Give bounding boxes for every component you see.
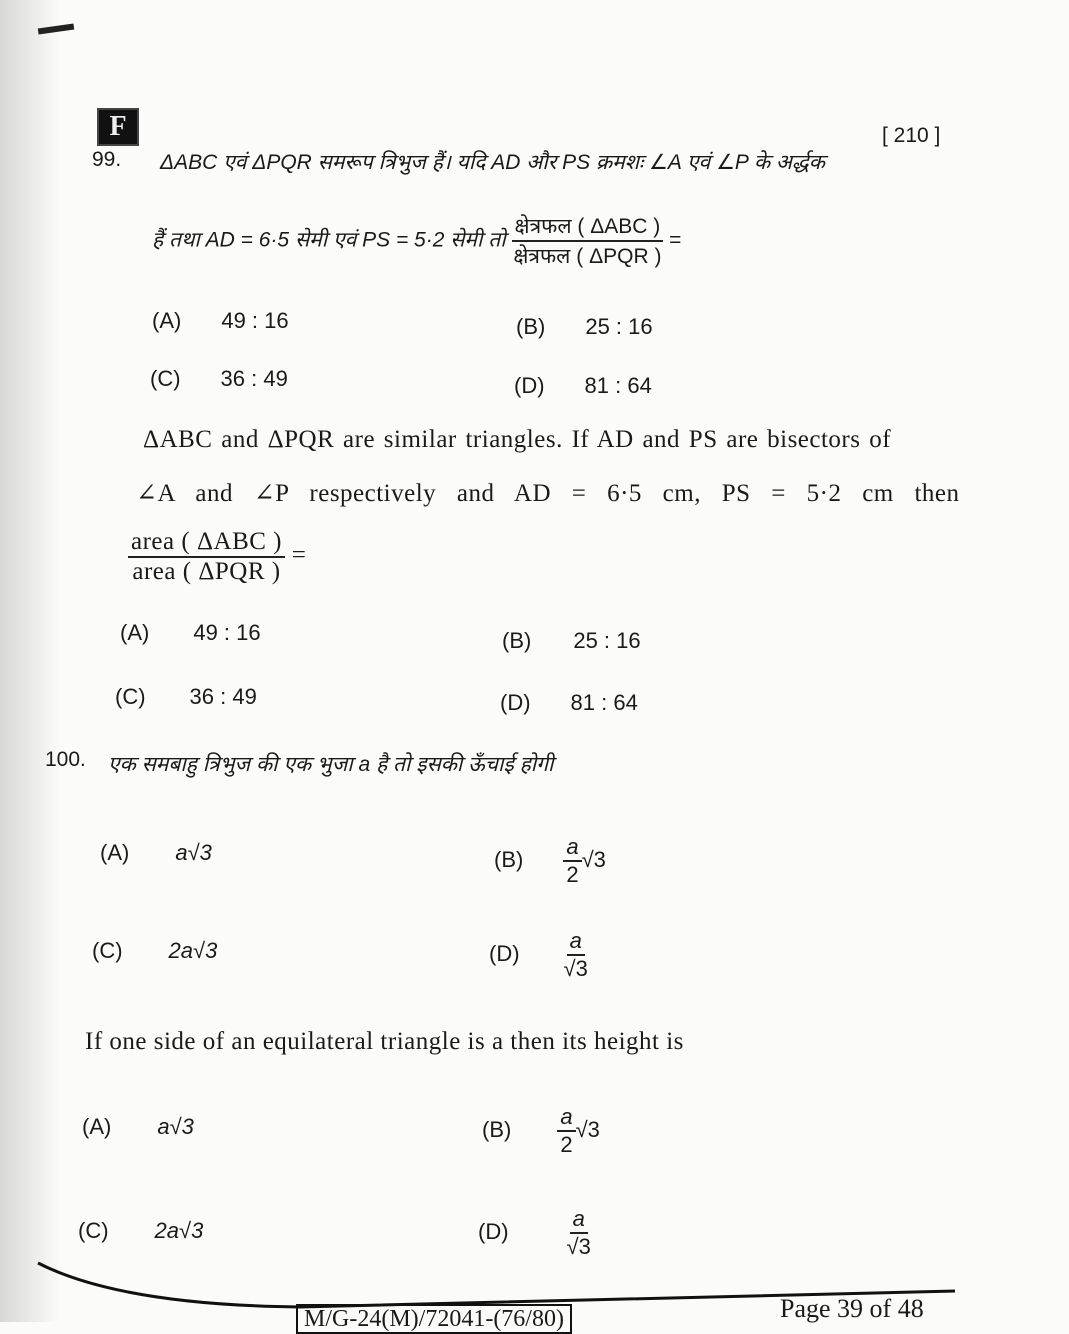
text: हैं तथा AD = 6·5 सेमी एवं PS = 5·2 सेमी तो bbox=[152, 228, 506, 252]
equals: = bbox=[669, 228, 682, 252]
option-a-en[interactable]: (A) a√3 bbox=[82, 1114, 194, 1139]
paper-code: [ 210 ] bbox=[882, 124, 941, 147]
option-c[interactable]: (C) 2a√3 bbox=[92, 938, 218, 963]
question-text-hindi: ΔABC एवं ΔPQR समरूप त्रिभुज हैं। यदि AD और PS क्रमशः ∠A एवं ∠P के अर्द्धक bbox=[160, 151, 825, 174]
page-number: Page 39 of 48 bbox=[780, 1294, 924, 1323]
numerator: area ( ΔABC ) bbox=[128, 528, 285, 558]
option-a[interactable]: (A) 49 : 16 bbox=[152, 308, 289, 333]
fraction bbox=[512, 212, 664, 270]
option-d[interactable]: (D) $\frac{a}{√3}$ bbox=[489, 928, 588, 981]
denominator: क्षेत्रफल ( ΔPQR ) bbox=[513, 245, 662, 268]
footer-code: M/G-24(M)/72041-(76/80) bbox=[296, 1304, 572, 1334]
option-a-en[interactable]: (A) 49 : 16 bbox=[120, 620, 261, 645]
numerator: क्षेत्रफल ( ΔABC ) bbox=[512, 212, 664, 242]
option-c-en[interactable]: (C) 2a√3 bbox=[78, 1218, 204, 1243]
option-b-en[interactable]: (B) 25 : 16 bbox=[502, 628, 641, 653]
question-number: 99. bbox=[92, 148, 122, 171]
option-d[interactable]: (D) 81 : 64 bbox=[514, 373, 652, 398]
option-b-en[interactable]: (B) $\frac{a}{2}$ √3 bbox=[482, 1104, 600, 1157]
option-a[interactable]: (A) a√3 bbox=[100, 840, 212, 865]
question-text-hindi-2 bbox=[152, 212, 681, 270]
scan-shadow bbox=[0, 0, 60, 1322]
question-text-english: ΔABC and ΔPQR are similar triangles. If AD and PS are bisectors of bbox=[143, 426, 892, 453]
option-d-en[interactable]: (D) $\frac{a}{√3}$ bbox=[478, 1206, 591, 1259]
question-text-english-2: ∠A and ∠P respectively and AD = 6·5 cm, PS = 5·2 cm then bbox=[136, 480, 960, 507]
question-text-english: If one side of an equilateral triangle is a then its height is bbox=[85, 1028, 684, 1055]
option-c[interactable]: (C) 36 : 49 bbox=[150, 366, 288, 391]
option-d-en[interactable]: (D) 81 : 64 bbox=[500, 690, 638, 715]
english-fraction bbox=[128, 528, 306, 586]
option-c-en[interactable]: (C) 36 : 49 bbox=[115, 684, 257, 709]
option-b[interactable]: (B) 25 : 16 bbox=[516, 314, 653, 339]
equals: = bbox=[291, 541, 307, 569]
option-b[interactable]: (B) $\frac{a}{2}$ √3 bbox=[494, 834, 606, 887]
question-number: 100. bbox=[45, 748, 86, 771]
denominator: area ( ΔPQR ) bbox=[132, 558, 281, 585]
set-badge: F bbox=[97, 108, 139, 146]
question-text-hindi: एक समबाहु त्रिभुज की एक भुजा a है तो इसकी ऊँचाई होगी bbox=[108, 753, 554, 776]
